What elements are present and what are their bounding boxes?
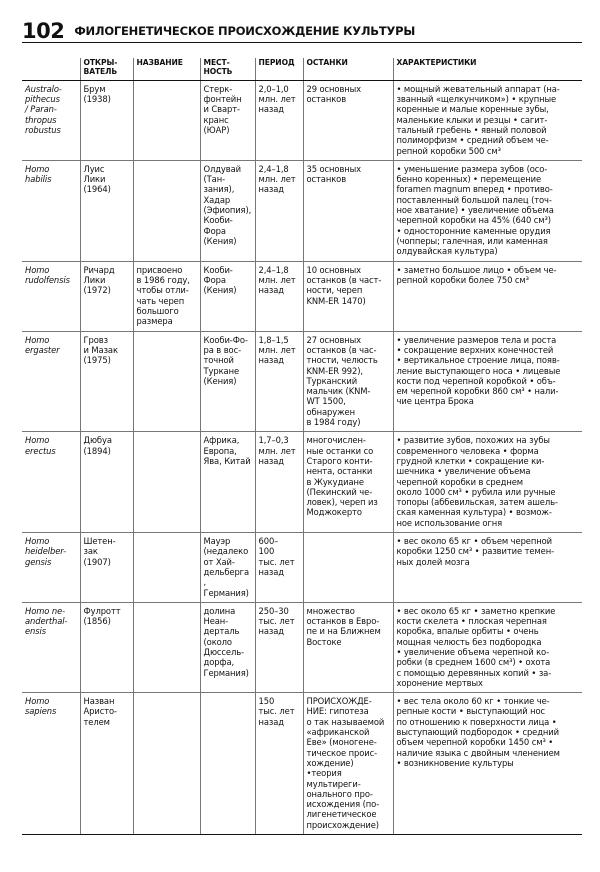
species-cell: Homo erectus [22, 432, 80, 533]
remains-cell [303, 533, 393, 603]
name-cell [133, 602, 200, 692]
remains-cell: 29 основных останков [303, 80, 393, 160]
traits-cell: • вес тела около 60 кг • тонкие че- репные кости • выступающий нос по отношению к поверхности лица • выступающий подбородок • средний объем черепной коробки 1450 см³ • наличие языка с двойным членением • возникновение культуры [393, 693, 582, 835]
page-number: 102 [22, 19, 65, 43]
page-title: ФИЛОГЕНЕТИЧЕСКОЕ ПРОИСХОЖДЕНИЕ КУЛЬТУРЫ [74, 24, 416, 38]
discoverer-cell: Луис Лики (1964) [80, 160, 133, 261]
place-cell: Кооби- Фора (Кения) [200, 261, 255, 331]
header-traits: ХАРАКТЕРИСТИКИ [393, 58, 582, 80]
remains-cell: ПРОИСХОЖДЕ- НИЕ: гипотеза о так называемой «африканской Еве» (моногене- тическое проис- хождение) •теория мультиреги- онального про- исхождения (по- лигенетическое происхождение) [303, 693, 393, 835]
place-cell: долина Неан- дерталь (около Дюссель- дорфа, Германия) [200, 602, 255, 692]
remains-cell: множество останков в Евро- пе и на Ближнем Востоке [303, 602, 393, 692]
traits-cell: • вес около 65 кг • объем черепной коробки 1250 см³ • развитие темен- ных долей мозга [393, 533, 582, 603]
species-cell: Homo heidelber- gensis [22, 533, 80, 603]
species-cell: Homo rudolfensis [22, 261, 80, 331]
table-row [22, 80, 582, 160]
discoverer-cell: Фулротт (1856) [80, 602, 133, 692]
header-name: НАЗВАНИЕ [133, 58, 200, 80]
place-cell: Африка, Европа, Ява, Китай [200, 432, 255, 533]
traits-cell: • вес около 65 кг • заметно крепкие кости скелета • плоская черепная коробка, впалые орбиты • очень мощная челюсть без подбородка • увеличение объема черепной ко- робки (в среднем 1600 см³) • охота с помощью деревянных копий • за- хоронение мертвых [393, 602, 582, 692]
species-cell: Australo- pithecus / Paran- thropus robustus [22, 80, 80, 160]
table-row [22, 693, 582, 835]
place-cell [200, 693, 255, 835]
period-cell: 150 тыс. лет назад [255, 693, 303, 835]
traits-cell: • увеличение размеров тела и роста • сокращение верхних конечностей • вертикальное строение лица, появ- ление выступающего носа • лицевые кости под черепной коробкой • объ- ем черепной коробки 860 см³ • нали- чие центра Брока [393, 331, 582, 432]
table-row [22, 533, 582, 603]
discoverer-cell: Брум (1938) [80, 80, 133, 160]
period-cell: 1,7–0,3 млн. лет назад [255, 432, 303, 533]
period-cell: 2,0–1,0 млн. лет назад [255, 80, 303, 160]
traits-cell: • заметно большое лицо • объем че- репной коробки более 750 см³ [393, 261, 582, 331]
discoverer-cell: Гровз и Мазак (1975) [80, 331, 133, 432]
name-cell [133, 331, 200, 432]
remains-cell: 27 основных останков (в час- тности, челюсть KNM-ER 992), Турканский мальчик (KNM- WT 1500, обнаружен в 1984 году) [303, 331, 393, 432]
header-place: МЕСТ- НОСТЬ [200, 58, 255, 80]
place-cell: Мауэр (недалеко от Хай- дельберга, Германия) [200, 533, 255, 603]
hominid-table [22, 58, 582, 835]
discoverer-cell: Дюбуа (1894) [80, 432, 133, 533]
name-cell [133, 533, 200, 603]
name-cell: присвоено в 1986 году, чтобы отли- чать череп большого размера [133, 261, 200, 331]
table-row [22, 160, 582, 261]
species-cell: Homo ergaster [22, 331, 80, 432]
name-cell [133, 160, 200, 261]
period-cell: 250–30 тыс. лет назад [255, 602, 303, 692]
species-cell: Homo sapiens [22, 693, 80, 835]
table-row [22, 261, 582, 331]
discoverer-cell: Ричард Лики (1972) [80, 261, 133, 331]
period-cell: 2,4–1,8 млн. лет назад [255, 160, 303, 261]
name-cell [133, 693, 200, 835]
table-row [22, 331, 582, 432]
header-species [22, 58, 80, 80]
name-cell [133, 80, 200, 160]
period-cell: 2,4–1,8 млн. лет назад [255, 261, 303, 331]
table-row [22, 432, 582, 533]
period-cell: 1,8–1,5 млн. лет назад [255, 331, 303, 432]
header-discoverer: ОТКРЫ- ВАТЕЛЬ [80, 58, 133, 80]
table-header-row [22, 58, 582, 80]
place-cell: Стерк- фонтейн и Сварт- кранс (ЮАР) [200, 80, 255, 160]
discoverer-cell: Назван Аристо- телем [80, 693, 133, 835]
running-head [22, 16, 582, 43]
traits-cell: • мощный жевательный аппарат (на- званный «щелкунчиком») • крупные коренные и малые коренные зубы, маленькие клыки и резцы • сагит- тальный гребень • явный половой полиморфизм • средний объем че- репной коробки 500 см³ [393, 80, 582, 160]
period-cell: 600– 100 тыс. лет назад [255, 533, 303, 603]
remains-cell: 10 основных останков (в част- ности, череп KNM-ER 1470) [303, 261, 393, 331]
header-remains: ОСТАНКИ [303, 58, 393, 80]
place-cell: Кооби-Фо- ра в вос- точной Туркане (Кения) [200, 331, 255, 432]
species-cell: Homo ne- anderthal- ensis [22, 602, 80, 692]
remains-cell: многочислен- ные останки со Старого конти- нента, останки в Жукудиане (Пекинский че- ловек), череп из Моджокерто [303, 432, 393, 533]
name-cell [133, 432, 200, 533]
species-cell: Homo habilis [22, 160, 80, 261]
remains-cell: 35 основных останков [303, 160, 393, 261]
place-cell: Олдувай (Тан- зания), Хадар (Эфиопия), Кооби- Фора (Кения) [200, 160, 255, 261]
traits-cell: • уменьшение размера зубов (осо- бенно коренных) • перемещение foramen magnum вперед • противо- поставленный большой палец (точ- ное хватание) • увеличение объема черепной коробки на 45% (640 см³) • односторонние каменные орудия (чопперы; галечная, или каменная олдувайская культура) [393, 160, 582, 261]
discoverer-cell: Шетен- зак (1907) [80, 533, 133, 603]
table-row [22, 602, 582, 692]
traits-cell: • развитие зубов, похожих на зубы современного человека • форма грудной клетки • сокращение ки- шечника • увеличение объема черепной коробки в среднем около 1000 см³ • рубила или ручные топоры (аббевильская, затем ашель- ская каменная культура) • возмож- ное использование огня [393, 432, 582, 533]
header-period: ПЕРИОД [255, 58, 303, 80]
